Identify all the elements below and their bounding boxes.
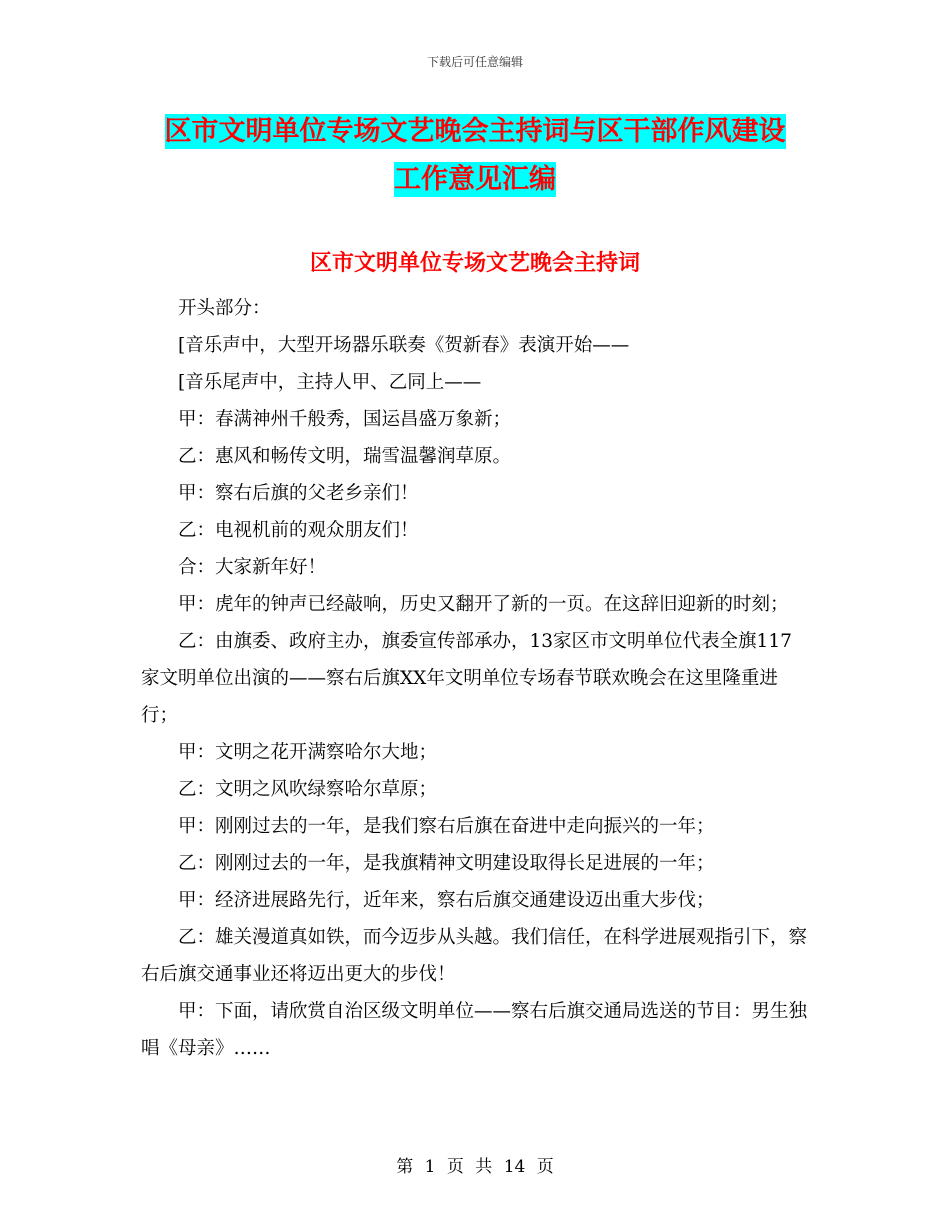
paragraph: 乙：由旗委、政府主办，旗委宣传部承办，13家区市文明单位代表全旗117家文明单位出演的——察右后旗XX年文明单位专场春节联欢晚会在这里隆重进行； (141, 631, 792, 726)
section-title: 区市文明单位专场文艺晚会主持词 (309, 251, 640, 276)
paragraph: 乙：刚刚过去的一年，是我旗精神文明建设取得长足进展的一年； (178, 853, 715, 874)
paragraph: 甲：察右后旗的父老乡亲们！ (178, 483, 419, 504)
paragraph: 甲：文明之花开满察哈尔大地； (178, 742, 438, 763)
paragraph: 乙：电视机前的观众朋友们！ (178, 520, 419, 541)
paragraph: [音乐声中，大型开场器乐联奏《贺新春》表演开始—— (178, 335, 630, 356)
paragraph: 甲：刚刚过去的一年，是我们察右后旗在奋进中走向振兴的一年； (178, 816, 715, 837)
paragraph: 甲：下面，请欣赏自治区级文明单位——察右后旗交通局选送的节目：男生独唱《母亲》…… (141, 1001, 808, 1059)
paragraph: 乙：文明之风吹绿察哈尔草原； (178, 779, 438, 800)
paragraph: 甲：虎年的钟声已经敲响，历史又翻开了新的一页。在这辞旧迎新的时刻； (178, 594, 789, 615)
document-body (141, 290, 807, 1067)
paragraph: 乙：惠风和畅传文明，瑞雪温馨润草原。 (178, 446, 512, 467)
document-title (140, 108, 810, 204)
paragraph: 开头部分： (178, 298, 271, 319)
page-header: 下载后可任意编辑 (426, 55, 523, 69)
paragraph: 甲：春满神州千般秀，国运昌盛万象新； (178, 409, 512, 430)
document-title-line1: 区市文明单位专场文艺晚会主持词与区干部作风建设 (164, 116, 786, 147)
page-footer: 第 1 页 共 14 页 (396, 1157, 554, 1177)
paragraph: 合：大家新年好！ (178, 557, 327, 578)
paragraph: 甲：经济进展路先行，近年来，察右后旗交通建设迈出重大步伐； (178, 890, 715, 911)
document-title-line2: 工作意见汇编 (394, 164, 556, 195)
paragraph: [音乐尾声中，主持人甲、乙同上—— (178, 372, 482, 393)
paragraph: 乙：雄关漫道真如铁，而今迈步从头越。我们信任，在科学进展观指引下，察右后旗交通事业还将迈出更大的步伐！ (141, 927, 808, 985)
